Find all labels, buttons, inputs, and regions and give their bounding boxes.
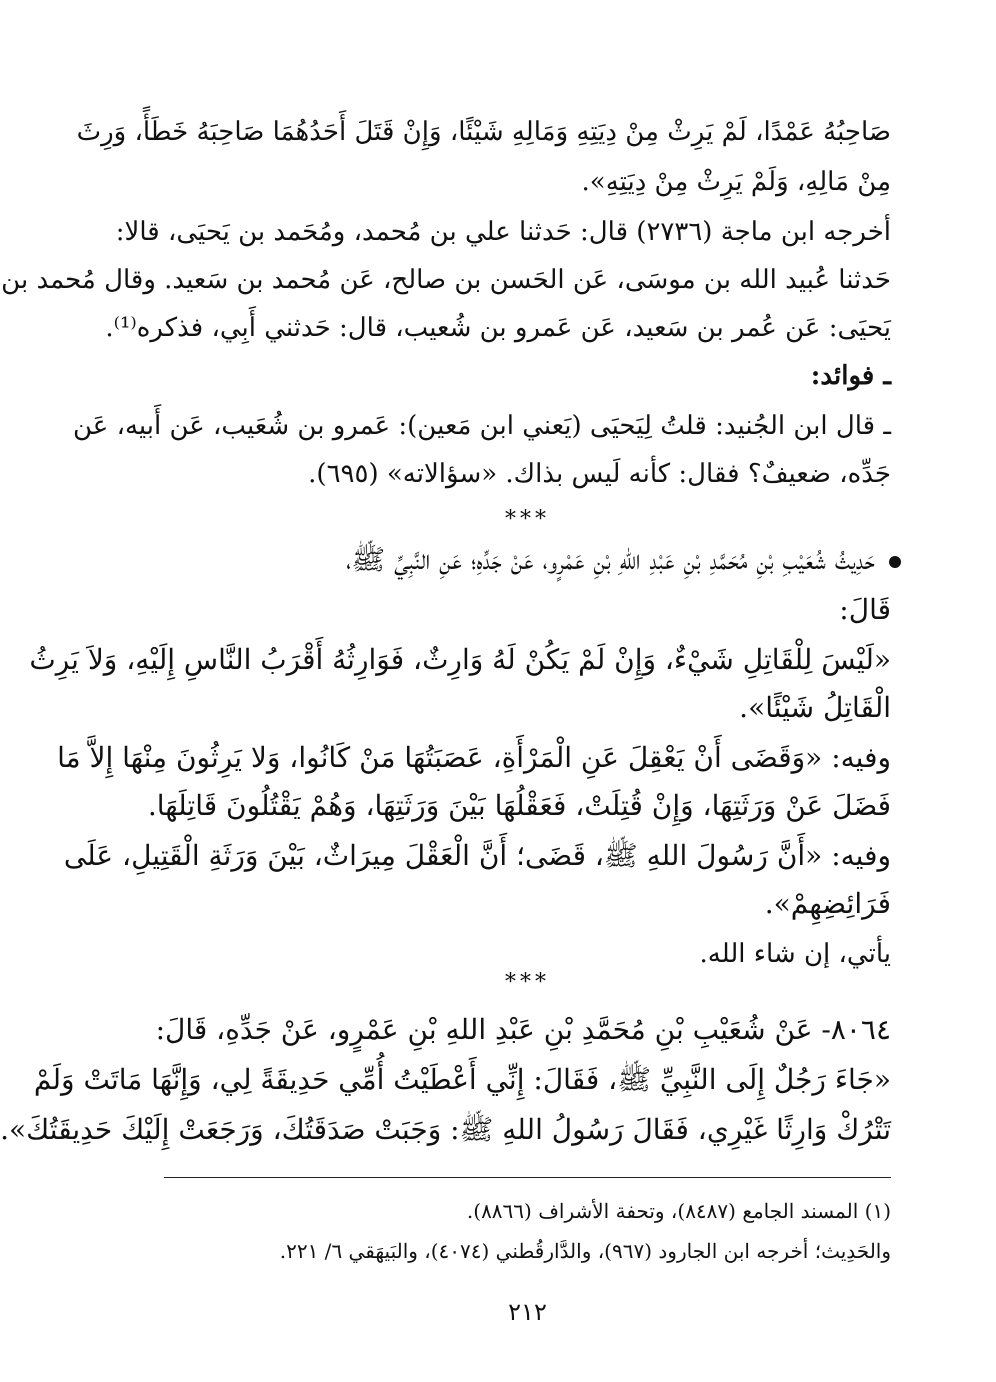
hadith-text-line: فَرَائِضِهِمْ». xyxy=(764,887,891,920)
text-line: مِنْ مَالِهِ، وَلَمْ يَرِثْ مِنْ دِيَتِهِ». xyxy=(581,167,891,197)
text-line: أخرجه ابن ماجة (٢٧٣٦) قال: حَدثنا علي بن مُحمد، ومُحَمد بن يَحيَى، قالا: xyxy=(115,217,891,247)
text-line: يأتي، إن شاء الله. xyxy=(699,939,891,969)
hadith-text-line: تَتْرُكْ وَارِثًا غَيْرِي، فَقَالَ رَسُولُ اللهِ ﷺ: وَجَبَتْ صَدَقَتُكَ، وَرَجَعَتْ إِلَيْكَ حَدِيقَتُكَ». xyxy=(0,1113,891,1146)
hadith-text-line: «جَاءَ رَجُلٌ إِلَى النَّبِيِّ ﷺ، فَقَالَ: إِنِّي أَعْطَيْتُ أُمِّي حَدِيقَةً لِي، وَإِنَّهَا مَاتَتْ وَلَمْ xyxy=(33,1063,891,1096)
page-number: ٢١٢ xyxy=(508,1298,547,1326)
footnote: والحَدِيث؛ أخرجه ابن الجارود (٩٦٧)، والدَّارقُطني (٤٠٧٤)، والبَيهَقي ٦/ ٢٢١. xyxy=(279,1239,891,1263)
hadith-text-line: الْقَاتِلُ شَيْئًا». xyxy=(739,691,891,724)
hadith-text-line: «لَيْسَ لِلْقَاتِلِ شَيْءٌ، وَإِنْ لَمْ يَكُنْ لَهُ وَارِثٌ، فَوَارِثُهُ أَقْرَبُ النَّاسِ إِلَيْهِ، وَلاَ يَرِثُ xyxy=(29,643,891,676)
section-heading: ـ فوائد: xyxy=(810,361,891,391)
hadith-text-line: وفيه: «وَقَضَى أَنْ يَعْقِلَ عَنِ الْمَرْأَةِ، عَصَبَتُهَا مَنْ كَانُوا، وَلا يَرِثُونَ مِنْهَا إِلاَّ مَا xyxy=(57,741,891,774)
footnote: (١) المسند الجامع (٨٤٨٧)، وتحفة الأشراف (٨٨٦٦). xyxy=(466,1199,891,1223)
hadith-text-line: فَضَلَ عَنْ وَرَثَتِهَا، وَإِنْ قُتِلَتْ، فَعَقْلُهَا بَيْنَ وَرَثَتِهَا، وَهُمْ يَقْتُلُونَ قَاتِلَهَا. xyxy=(147,789,891,822)
hadith-number-line: ٨٠٦٤- عَنْ شُعَيْبِ بْنِ مُحَمَّدِ بْنِ عَبْدِ اللهِ بْنِ عَمْرٍو، عَنْ جَدِّهِ، قَالَ: xyxy=(155,1013,891,1046)
text-line: ـ قال ابن الجُنيد: قلتُ لِيَحيَى (يَعني ابن مَعين): عَمرو بن شُعَيب، عَن أَبيه، عَن xyxy=(73,411,891,441)
section-separator: *** xyxy=(505,507,550,532)
hadith-heading xyxy=(164,540,901,580)
section-separator: *** xyxy=(505,970,550,995)
text-line: جَدِّه، ضعيفٌ؟ فقال: كأنه لَيس بذاك. «سؤالاته» (٦٩٥). xyxy=(308,459,891,489)
text-line: يَحيَى: عَن عُمر بن سَعيد، عَن عَمرو بن شُعيب، قال: حَدثني أَبِي، فذكره⁽¹⁾. xyxy=(105,313,891,343)
hadith-heading-text: حَدِيثُ شُعَيْبِ بْنِ مُحَمَّدِ بْنِ عَبْدِ اللهِ بْنِ عَمْرٍو، عَنْ جَدِّهِ؛ عَنِ النَّبِيِّ ﷺ، xyxy=(346,543,875,576)
text-line: صَاحِبُهُ عَمْدًا، لَمْ يَرِثْ مِنْ دِيَتِهِ وَمَالِهِ شَيْئًا، وَإِنْ قَتَلَ أَحَدُهُمَا صَاحِبَهُ خَطَأً، وَرِثَ xyxy=(76,117,891,147)
footnote-divider xyxy=(164,1177,891,1178)
hadith-text-line: وفيه: «أَنَّ رَسُولَ اللهِ ﷺ، قَضَى؛ أَنَّ الْعَقْلَ مِيرَاثٌ، بَيْنَ وَرَثَةِ الْقَتِيلِ، عَلَى xyxy=(63,839,891,872)
text-line: قَالَ: xyxy=(839,593,891,626)
bullet-icon xyxy=(889,556,901,568)
text-line: حَدثنا عُبيد الله بن موسَى، عَن الحَسن بن صالح، عَن مُحمد بن سَعيد. وقال مُحمد بن xyxy=(1,265,891,295)
